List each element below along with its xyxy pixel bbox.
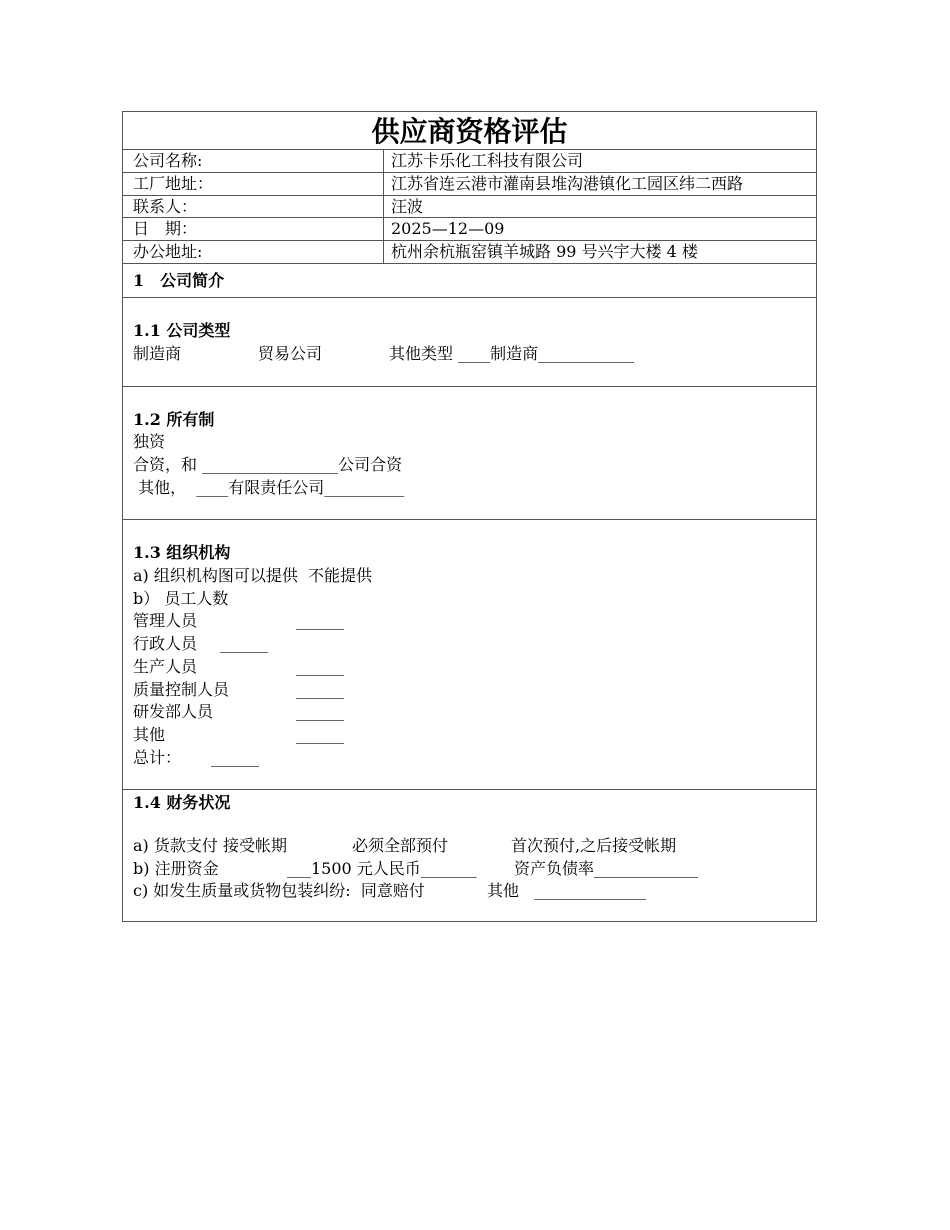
staff-blank[interactable]: ______ [296,680,344,699]
option-full-prepayment[interactable]: 必须全部预付 [352,836,449,855]
finance-heading: 1.4 财务状况 [133,793,231,812]
factory-address-value: 江苏省连云港市灌南县堆沟港镇化工园区纬二西路 [391,174,744,193]
option-other-type[interactable]: 其他类型 ____制造商____________ [389,344,635,363]
row-divider [123,240,816,241]
company-name-label: 公司名称: [133,151,203,170]
supplier-assessment-form [122,111,817,922]
office-address-label: 办公地址: [133,242,203,261]
debt-ratio-field[interactable]: 资产负债率_____________ [514,859,699,878]
factory-address-label: 工厂地址： [133,174,214,193]
total-label: 总计： [133,748,182,767]
staff-count-line: b） 员工人数 [133,589,229,608]
company-type-heading: 1.1 公司类型 [133,321,231,340]
staff-blank[interactable]: ______ [296,657,344,676]
staff-blank[interactable]: ______ [296,725,344,744]
registered-capital-value[interactable]: ___1500 元人民币_______ [287,859,477,878]
option-trading-company[interactable]: 贸易公司 [258,344,323,363]
row-divider [123,172,816,173]
option-first-prepay-then-credit[interactable]: 首次预付,之后接受帐期 [511,836,677,855]
registered-capital-label: b) 注册资金 [133,859,219,878]
column-divider [383,149,384,263]
contact-value: 汪波 [391,197,424,216]
payment-terms-line: a) 货款支付 接受帐期 [133,836,287,855]
staff-label: 其他 [133,725,166,744]
ownership-joint-venture[interactable]: 合资，和 _________________公司合资 [133,455,403,474]
organization-heading: 1.3 组织机构 [133,543,231,562]
section-divider [123,789,816,790]
staff-blank[interactable]: ______ [220,634,268,653]
date-value: 2025—12—09 [391,219,505,238]
staff-blank[interactable]: ______ [296,702,344,721]
staff-label: 管理人员 [133,611,198,630]
staff-blank[interactable]: ______ [296,611,344,630]
row-divider [123,263,816,264]
office-address-value: 杭州余杭瓶窑镇羊城路 99 号兴宇大楼 4 楼 [391,242,698,261]
ownership-sole[interactable]: 独资 [133,432,166,451]
staff-label: 行政人员 [133,634,198,653]
form-title: 供应商资格评估 [371,115,568,148]
staff-label: 质量控制人员 [133,680,230,699]
section-divider [123,297,816,298]
org-chart-line: a) 组织机构图可以提供 不能提供 [133,566,373,585]
section-divider [123,386,816,387]
row-divider [123,195,816,196]
date-label: 日 期： [133,219,198,238]
section-heading: 1 公司简介 [133,271,225,290]
option-manufacturer[interactable]: 制造商 [133,344,182,363]
staff-label: 研发部人员 [133,702,214,721]
company-name-value: 江苏卡乐化工科技有限公司 [391,151,584,170]
ownership-other[interactable]: 其他， ____有限责任公司__________ [133,478,405,497]
total-blank[interactable]: ______ [211,748,259,767]
contact-label: 联系人： [133,197,198,216]
staff-label: 生产人员 [133,657,198,676]
dispute-other-field[interactable]: 其他 ______________ [487,881,647,900]
section-divider [123,519,816,520]
ownership-heading: 1.2 所有制 [133,410,215,429]
dispute-line[interactable]: c) 如发生质量或货物包装纠纷: 同意赔付 [133,881,425,900]
row-divider [123,217,816,218]
